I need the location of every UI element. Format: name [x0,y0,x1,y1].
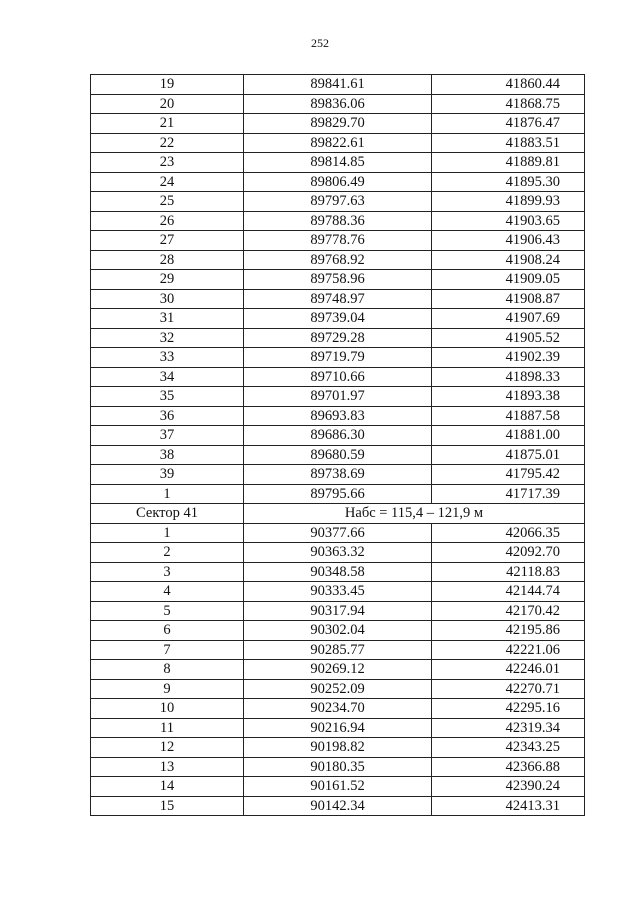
x-coordinate-cell: 89841.61 [244,75,432,95]
point-number-cell: 36 [91,406,244,426]
table-row [91,796,585,816]
point-number-cell: 11 [91,718,244,738]
y-coordinate-cell: 42366.88 [432,757,585,777]
point-number-cell: 26 [91,211,244,231]
x-coordinate-cell: 89739.04 [244,309,432,329]
y-coordinate-cell: 41883.51 [432,133,585,153]
x-coordinate-cell: 89768.92 [244,250,432,270]
y-coordinate-cell: 41898.33 [432,367,585,387]
point-number-cell: 31 [91,309,244,329]
x-coordinate-cell: 89814.85 [244,153,432,173]
table-row [91,406,585,426]
y-coordinate-cell: 42343.25 [432,738,585,758]
x-coordinate-cell: 89719.79 [244,348,432,368]
y-coordinate-cell: 42413.31 [432,796,585,816]
y-coordinate-cell: 41889.81 [432,153,585,173]
y-coordinate-cell: 42221.06 [432,640,585,660]
point-number-cell: 14 [91,777,244,797]
x-coordinate-cell: 90161.52 [244,777,432,797]
sector-header-row [91,504,585,524]
y-coordinate-cell: 41717.39 [432,484,585,504]
table-row [91,523,585,543]
table-row [91,348,585,368]
table-row [91,679,585,699]
coordinates-table [90,74,585,816]
y-coordinate-cell: 42170.42 [432,601,585,621]
point-number-cell: 21 [91,114,244,134]
table-row [91,640,585,660]
x-coordinate-cell: 89680.59 [244,445,432,465]
x-coordinate-cell: 90348.58 [244,562,432,582]
table-row [91,660,585,680]
x-coordinate-cell: 90285.77 [244,640,432,660]
x-coordinate-cell: 90180.35 [244,757,432,777]
table-row [91,211,585,231]
point-number-cell: 37 [91,426,244,446]
x-coordinate-cell: 89778.76 [244,231,432,251]
x-coordinate-cell: 90252.09 [244,679,432,699]
y-coordinate-cell: 41887.58 [432,406,585,426]
table-row [91,699,585,719]
table-row [91,94,585,114]
x-coordinate-cell: 90363.32 [244,543,432,563]
x-coordinate-cell: 89788.36 [244,211,432,231]
point-number-cell: 27 [91,231,244,251]
point-number-cell: 9 [91,679,244,699]
table-row [91,718,585,738]
point-number-cell: 23 [91,153,244,173]
point-number-cell: 33 [91,348,244,368]
table-row [91,777,585,797]
x-coordinate-cell: 90216.94 [244,718,432,738]
point-number-cell: 12 [91,738,244,758]
x-coordinate-cell: 90198.82 [244,738,432,758]
y-coordinate-cell: 42066.35 [432,523,585,543]
table-row [91,426,585,446]
y-coordinate-cell: 41875.01 [432,445,585,465]
point-number-cell: 6 [91,621,244,641]
x-coordinate-cell: 90377.66 [244,523,432,543]
point-number-cell: 1 [91,523,244,543]
x-coordinate-cell: 89693.83 [244,406,432,426]
y-coordinate-cell: 41907.69 [432,309,585,329]
point-number-cell: 35 [91,387,244,407]
point-number-cell: 5 [91,601,244,621]
x-coordinate-cell: 89729.28 [244,328,432,348]
table-row [91,153,585,173]
y-coordinate-cell: 41893.38 [432,387,585,407]
sector-height-range: Набс = 115,4 – 121,9 м [244,504,585,524]
table-row [91,270,585,290]
x-coordinate-cell: 89758.96 [244,270,432,290]
y-coordinate-cell: 42390.24 [432,777,585,797]
y-coordinate-cell: 42118.83 [432,562,585,582]
point-number-cell: 22 [91,133,244,153]
point-number-cell: 1 [91,484,244,504]
y-coordinate-cell: 41903.65 [432,211,585,231]
table-row [91,582,585,602]
x-coordinate-cell: 89836.06 [244,94,432,114]
point-number-cell: 3 [91,562,244,582]
point-number-cell: 13 [91,757,244,777]
x-coordinate-cell: 89822.61 [244,133,432,153]
x-coordinate-cell: 89806.49 [244,172,432,192]
y-coordinate-cell: 42144.74 [432,582,585,602]
table-row [91,465,585,485]
y-coordinate-cell: 41908.87 [432,289,585,309]
x-coordinate-cell: 90269.12 [244,660,432,680]
x-coordinate-cell: 89829.70 [244,114,432,134]
x-coordinate-cell: 89748.97 [244,289,432,309]
x-coordinate-cell: 89710.66 [244,367,432,387]
y-coordinate-cell: 41909.05 [432,270,585,290]
x-coordinate-cell: 89738.69 [244,465,432,485]
y-coordinate-cell: 41899.93 [432,192,585,212]
x-coordinate-cell: 90333.45 [244,582,432,602]
point-number-cell: 28 [91,250,244,270]
y-coordinate-cell: 41905.52 [432,328,585,348]
table-row [91,114,585,134]
y-coordinate-cell: 42295.16 [432,699,585,719]
point-number-cell: 32 [91,328,244,348]
table-row [91,601,585,621]
point-number-cell: 38 [91,445,244,465]
table-row [91,621,585,641]
point-number-cell: 24 [91,172,244,192]
page-number: 252 [311,36,329,50]
y-coordinate-cell: 41860.44 [432,75,585,95]
table-row [91,328,585,348]
table-row [91,738,585,758]
table-row [91,387,585,407]
y-coordinate-cell: 41795.42 [432,465,585,485]
x-coordinate-cell: 89795.66 [244,484,432,504]
table-row [91,484,585,504]
x-coordinate-cell: 90317.94 [244,601,432,621]
point-number-cell: 8 [91,660,244,680]
y-coordinate-cell: 41895.30 [432,172,585,192]
table-row [91,231,585,251]
point-number-cell: 29 [91,270,244,290]
table-row [91,133,585,153]
y-coordinate-cell: 42270.71 [432,679,585,699]
coordinates-table-body [91,75,585,816]
point-number-cell: 25 [91,192,244,212]
y-coordinate-cell: 41908.24 [432,250,585,270]
y-coordinate-cell: 42246.01 [432,660,585,680]
y-coordinate-cell: 42092.70 [432,543,585,563]
x-coordinate-cell: 89686.30 [244,426,432,446]
table-row [91,757,585,777]
y-coordinate-cell: 41902.39 [432,348,585,368]
y-coordinate-cell: 42319.34 [432,718,585,738]
table-row [91,250,585,270]
y-coordinate-cell: 41881.00 [432,426,585,446]
y-coordinate-cell: 41906.43 [432,231,585,251]
table-row [91,445,585,465]
x-coordinate-cell: 90142.34 [244,796,432,816]
point-number-cell: 7 [91,640,244,660]
y-coordinate-cell: 42195.86 [432,621,585,641]
point-number-cell: 30 [91,289,244,309]
y-coordinate-cell: 41868.75 [432,94,585,114]
x-coordinate-cell: 89797.63 [244,192,432,212]
point-number-cell: 20 [91,94,244,114]
table-row [91,309,585,329]
point-number-cell: 19 [91,75,244,95]
sector-label: Сектор 41 [91,504,244,524]
point-number-cell: 2 [91,543,244,563]
point-number-cell: 39 [91,465,244,485]
table-row [91,289,585,309]
table-row [91,367,585,387]
x-coordinate-cell: 89701.97 [244,387,432,407]
table-row [91,543,585,563]
table-row [91,172,585,192]
point-number-cell: 34 [91,367,244,387]
table-row [91,75,585,95]
x-coordinate-cell: 90302.04 [244,621,432,641]
point-number-cell: 15 [91,796,244,816]
table-row [91,192,585,212]
x-coordinate-cell: 90234.70 [244,699,432,719]
point-number-cell: 10 [91,699,244,719]
y-coordinate-cell: 41876.47 [432,114,585,134]
table-row [91,562,585,582]
point-number-cell: 4 [91,582,244,602]
